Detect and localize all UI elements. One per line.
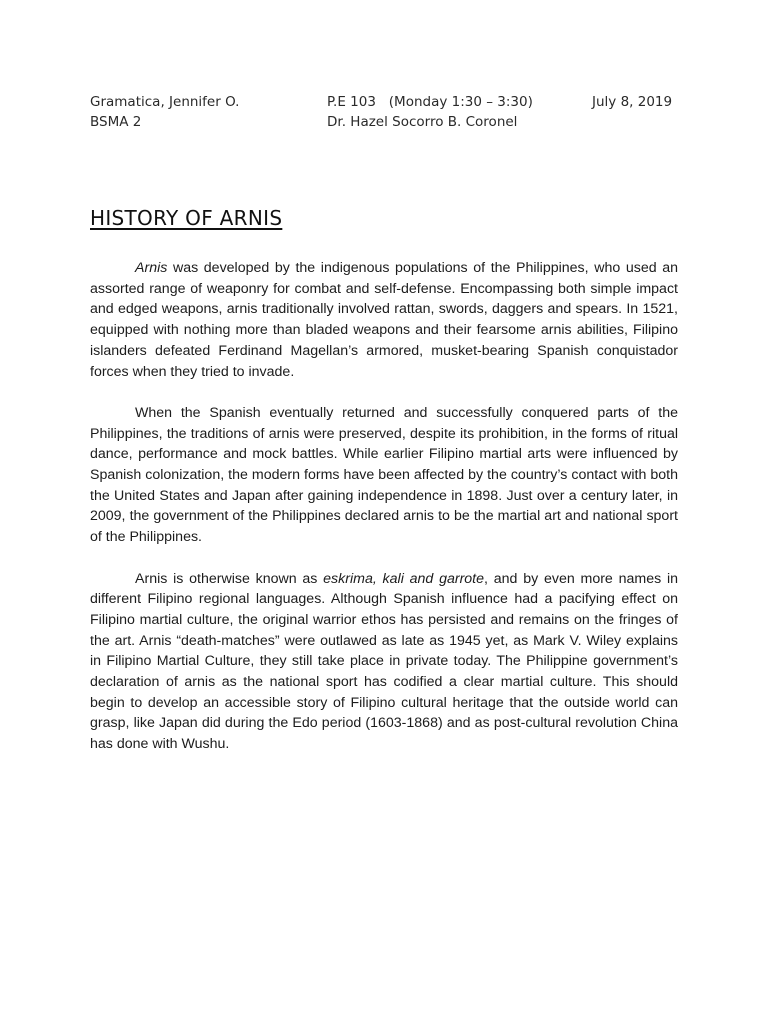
date-info	[592, 92, 672, 112]
paragraph-2	[90, 403, 678, 548]
paragraph-3-before: Arnis is otherwise known as	[135, 570, 324, 587]
course-info	[327, 92, 533, 132]
student-name: Gramatica, Jennifer O.	[90, 94, 240, 110]
course-schedule: P.E 103 (Monday 1:30 – 3:30)	[327, 94, 533, 110]
paragraph-2-text: When the Spanish eventually returned and successfully conquered parts of the Philippines, the traditions of arnis were preserved, despite its prohibition, in the forms of ritual dance, performance and mock battles. While earlier Filipino martial arts were influenced by Spanish colonization, the modern forms have been affected by the country’s contact with both the United States and Japan after gaining independence in 1898. Just over a century later, in 2009, the government of the Philippines declared arnis to be the martial art and national sport of the Philippines.	[90, 404, 678, 546]
instructor-name: Dr. Hazel Socorro B. Coronel	[327, 114, 518, 130]
document-date: July 8, 2019	[592, 94, 673, 110]
student-info	[90, 92, 239, 132]
paragraph-1-text: was developed by the indigenous populations of the Philippines, who used an assorted range of weaponry for combat and self-defense. Encompassing both simple impact and edged weapons, arnis traditionally involved rattan, swords, daggers and spears. In 1521, equipped with nothing more than bladed weapons and their fearsome arnis abilities, Filipino islanders defeated Ferdinand Magellan’s armored, musket-bearing Spanish conquistador forces when they tried to invade.	[90, 260, 678, 380]
document-title: HISTORY OF ARNIS	[90, 206, 283, 230]
arnis-term: Arnis	[135, 260, 168, 276]
paragraph-1	[90, 258, 678, 382]
alternate-names: eskrima, kali and garrote	[323, 570, 485, 587]
document-body	[90, 258, 678, 776]
paragraph-3	[90, 569, 678, 755]
paragraph-3-after: , and by even more names in different Filipino regional languages. Although Spanish influence had a pacifying effect on Filipino martial culture, the original warrior ethos has persisted and remains on the fringes of the art. Arnis “death-matches” were outlawed as late as 1945 yet, as Mark V. Wiley explains in Filipino Martial Culture, they still take place in private today. The Philippine government’s declaration of arnis as the national sport has codified a clear martial culture. This should begin to develop an accessible story of Filipino cultural heritage that the outside world can grasp, like Japan did during the Edo period (1603-1868) and as post-cultural revolution China has done with Wushu.	[90, 570, 679, 753]
student-section: BSMA 2	[90, 114, 142, 130]
